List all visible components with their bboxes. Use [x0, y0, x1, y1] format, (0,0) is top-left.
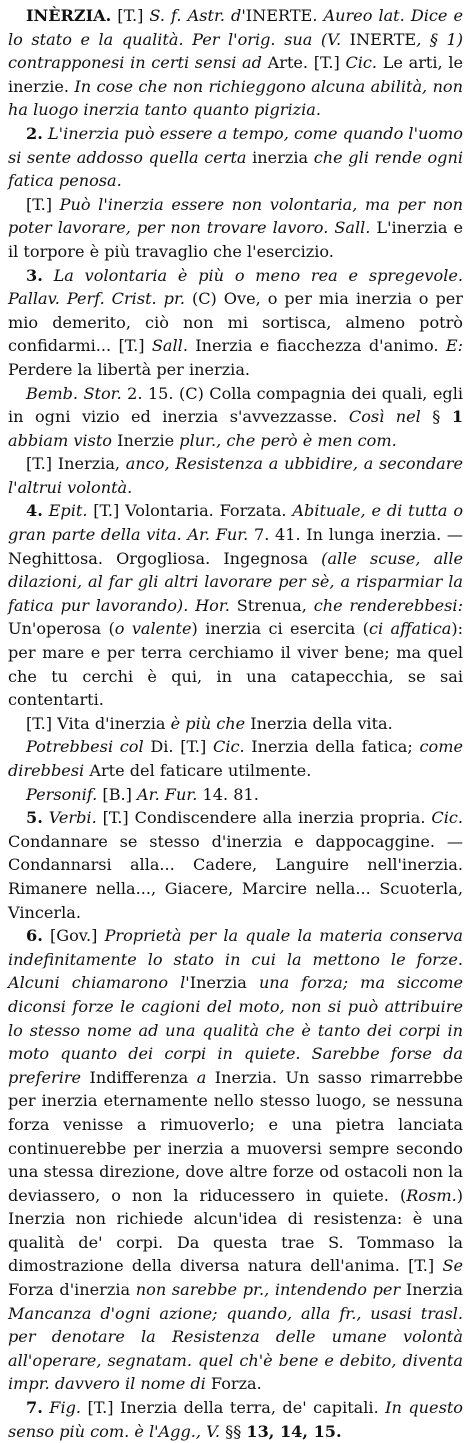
- entry-paragraph-8: [8, 712, 463, 736]
- text-run: Cic.: [213, 737, 245, 757]
- text-run: Hor.: [195, 595, 230, 615]
- text-run: ci affatica: [368, 619, 452, 639]
- text-run: [T.] Inerzia,: [26, 454, 126, 474]
- text-run: Verbi.: [48, 808, 97, 828]
- entry-paragraph-7: [8, 499, 463, 711]
- text-run: Così nel: [348, 407, 421, 427]
- text-run: Arte. [T.]: [267, 53, 346, 73]
- text-run: 7.: [26, 1398, 43, 1418]
- entry-paragraph-1: [8, 4, 463, 122]
- text-run: Se: [442, 1256, 463, 1276]
- text-run: L'inerzia e il torpore è più travaglio che l'esercizio.: [8, 218, 463, 261]
- text-run: Un'operosa (: [8, 619, 115, 639]
- text-run: Inerzia: [400, 1280, 463, 1300]
- text-run: Proprietà per la quale la materia conserva indefinitamente lo stato in cui la mettono le forze. Alcuni chiamarono l': [8, 926, 463, 993]
- text-run: Pallav. Perf. Crist. pr.: [8, 289, 185, 309]
- text-run: Sall.: [151, 336, 188, 356]
- entry-paragraph-9: [8, 735, 463, 782]
- text-run: una forza; ma siccome diconsi forze le cagioni del moto, non si può attribuire lo stesso nome ad una qualità che è tanto dei corpi in moto quanto dei corpi in quiete. Sarebbe forse da preferire: [8, 973, 463, 1087]
- text-run: Epit.: [48, 501, 88, 521]
- text-run: 2.: [26, 123, 43, 143]
- text-run: Cic.: [345, 53, 378, 73]
- entry-paragraph-3: [8, 193, 463, 264]
- text-run: Arte del faticare utilmente.: [84, 761, 312, 780]
- text-run: Di. [T.]: [143, 737, 213, 757]
- text-run: Potrebbesi col: [26, 737, 144, 757]
- text-run: Strenua,: [229, 595, 314, 615]
- text-run: Personif.: [26, 784, 98, 804]
- text-run: INÈRZIA.: [26, 6, 112, 25]
- text-run: [Gov.]: [42, 926, 105, 946]
- text-run: §: [420, 407, 452, 427]
- text-run: 7. 41. In lunga inerzia. — Neghittosa. Orgogliosa. Ingegnosa: [8, 525, 463, 568]
- text-run: Inerzia. Un sasso rimarrebbe per inerzia eternamente nello stesso luogo, se nessuna forza venisse a rimuoverlo; e una pietra lanciata continuerebbe per inerzia a muoversi sempre secondo una stessa direzione, dove altre forze od ostacoli non la deviassero, o non la riducessero in quiete. (: [8, 1067, 463, 1205]
- text-run: In cose che non richieggono alcuna abilità, non ha luogo inerzia tanto quanto pigrizia.: [8, 76, 463, 120]
- entry-paragraph-11: [8, 806, 463, 924]
- text-run: [T.]: [111, 6, 150, 25]
- text-run: S. f. Astr. d': [149, 6, 246, 25]
- text-run: Fig.: [49, 1398, 82, 1418]
- entry-paragraph-6: [8, 452, 463, 499]
- text-run: [T.] Volontaria. Forzata.: [87, 501, 293, 521]
- entry-paragraph-4: [8, 264, 463, 382]
- text-run: è più che: [170, 713, 246, 733]
- text-run: 5.: [26, 808, 43, 828]
- text-run: 13, 14, 15.: [246, 1421, 342, 1441]
- text-run: Inerzia della vita.: [245, 713, 393, 733]
- text-run: come direbbesi: [8, 737, 463, 780]
- text-run: abbiam visto: [8, 430, 118, 450]
- text-run: Ar. Fur.: [137, 784, 198, 804]
- text-run: Può l'inerzia essere non volontaria, ma per non poter lavorare, per non trovare lavoro.: [8, 194, 463, 238]
- entry-paragraph-2: [8, 122, 463, 193]
- text-run: Bemb. Stor.: [26, 383, 122, 403]
- text-run: INERTE: [349, 29, 417, 49]
- text-run: che gli rende ogni fatica penosa.: [8, 147, 463, 191]
- text-run: Abituale, e di tutta o gran parte della vita. Ar. Fur.: [8, 501, 464, 545]
- text-run: Condannare se stesso d'inerzia e dappocaggine. — Condannarsi alla... Cadere, Languire nell'inerzia. Rimanere nella..., Giacere, Marcire nella... Scuoterla, Vincerla.: [8, 831, 463, 922]
- text-run: , § 1) contrapponesi in certi sensi ad: [8, 29, 463, 73]
- text-run: [T.] Inerzia della terra, de' capitali.: [81, 1398, 386, 1418]
- text-run: Inerzia: [189, 973, 247, 993]
- text-run: ) inerzia ci esercita (: [191, 619, 369, 639]
- text-run: 6.: [26, 926, 43, 946]
- text-run: [T.] Condiscendere alla inerzia propria.: [96, 808, 432, 828]
- text-run: Cic.: [431, 808, 463, 828]
- entry-paragraph-12: [8, 924, 463, 1396]
- text-run: Inerzia della fatica;: [244, 737, 420, 757]
- text-run: Forza d'inerzia: [8, 1280, 136, 1300]
- text-run: L'inerzia può essere a tempo, come quando l'uomo si sente addosso quella certa: [8, 123, 463, 167]
- text-run: ) Inerzia non richiede alcun'idea di resistenza: è una qualità de' corpi. Da questa trae S. Tommaso la dimostrazione della diversa natura dell'anima. [T.]: [8, 1185, 463, 1276]
- text-run: anco, Resistenza a ubbidire, a secondare l'altrui volontà.: [8, 454, 463, 497]
- text-run: Forza.: [205, 1374, 262, 1394]
- text-run: inerzia: [252, 147, 309, 167]
- text-run: In questo senso più com. è l'Agg., V.: [8, 1398, 463, 1441]
- text-run: che renderebbesi:: [313, 595, 463, 615]
- text-run: Le arti, le inerzie.: [8, 53, 463, 96]
- text-run: Perdere la libertà per inerzia.: [8, 359, 251, 379]
- text-run: 2. 15. (C) Colla compagnia dei quali, egli in ogni vizio ed inerzia s'avvezzasse.: [8, 383, 463, 427]
- text-run: INERTE: [245, 6, 313, 25]
- text-run: (alle scuse, alle dilazioni, al far gli altri lavorare per sè, a risparmiar la fatica pur lavorando).: [8, 548, 463, 615]
- text-run: §§: [220, 1421, 247, 1441]
- text-run: Inerzia e fiacchezza d'animo.: [187, 336, 446, 356]
- text-run: 4.: [26, 501, 43, 521]
- text-run: [T.] Vita d'inerzia: [26, 713, 171, 733]
- text-run: 14. 81.: [197, 784, 259, 804]
- text-run: [T.]: [26, 194, 60, 214]
- text-run: [B.]: [97, 784, 138, 804]
- text-run: Sall.: [334, 218, 371, 238]
- text-run: 3.: [26, 265, 43, 285]
- text-run: Indifferenza: [89, 1067, 189, 1087]
- entry-paragraph-13: [8, 1396, 463, 1443]
- text-run: non sarebbe pr., intendendo per: [135, 1280, 401, 1300]
- text-run: Inerzie: [117, 430, 175, 450]
- text-run: a: [188, 1067, 215, 1087]
- text-run: (C) Ove, o per mia inerzia o per mio demerito, ciò non mi sortisca, almeno potrò confidarmi... [T.]: [8, 289, 463, 356]
- text-run: . Aureo lat. Dice e lo stato e la qualità. Per l'orig. sua (V.: [8, 6, 464, 49]
- text-run: o valente: [114, 619, 192, 639]
- text-run: E:: [445, 336, 463, 356]
- text-run: Mancanza d'ogni azione; quando, alla fr., usasi trasl. per denotare la Resistenza delle umane volontà all'operare, segnatam. quel ch'è bene e debito, diventa impr. davvero il nome di: [8, 1303, 463, 1394]
- entry-paragraph-5: [8, 382, 463, 453]
- text-run: ): per mare e per terra cerchiamo il viver bene; ma quel che tu cerchi è qui, in una catapecchia, se sai contentarti.: [8, 619, 464, 710]
- entry-paragraph-10: [8, 783, 463, 807]
- text-run: 1: [451, 407, 464, 427]
- text-run: Rosm.: [406, 1185, 457, 1205]
- text-run: La volontaria è più o meno rea e spregevole.: [42, 265, 463, 285]
- text-run: plur., che però è men com.: [174, 430, 397, 450]
